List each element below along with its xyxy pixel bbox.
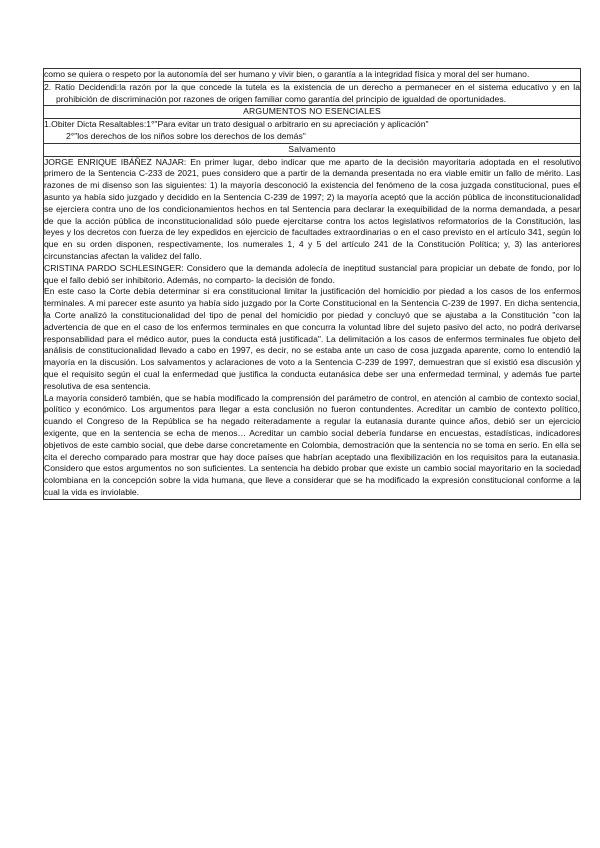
continuation-cell [44, 69, 581, 82]
salvamento-paragraph-cosa-juzgada: En este caso la Corte debía determinar si era constitucional limitar la justificación del homicidio por piedad a los casos de los enfermos terminales. A mi parecer este asunto ya había sido juzgado por la Corte Constitucional en la Sentencia C-239 de 1997. En dicha sentencia, la Corte analizó la constitucionalidad del tipo de penal del homicidio por piedad y concluyó que se ajustaba a la Constitución "con la advertencia de que en el caso de los enfermos terminales en que concurra la voluntad libre del sujeto pasivo del acto, no podrá derivarse responsabilidad para el médico autor, pues la conducta está justificada". La delimitación a los casos de enfermos terminales fue objeto del análisis de constitucionalidad llevado a cabo en 1997, es decir, no se estaba ante un caso de cosa juzgada aparente, como lo entendió la mayoría en la discusión. Los salvamentos y aclaraciones de voto a la Sentencia C-239 de 1997, demuestran que sí existió esa discusión y que el requisito según el cual la enfermedad que justifica la conducta eutanásica debe ser una enfermedad terminal, y además fue parte resolutiva de esa sentencia. [44, 286, 580, 391]
salvamento-paragraph-pardo: CRISTINA PARDO SCHLESINGER: Considero que la demanda adolecía de ineptitud sustancial para propiciar un debate de fondo, por lo que el fallo debió ser inhibitorio. Además, no comparto- la decisión de fondo. [44, 262, 580, 285]
salvamento-paragraph-ibanez: JORGE ENRIQUE IBÁÑEZ NAJAR: En primer lugar, debo indicar que me aparto de la decisión mayoritaria adoptada en el resolutivo primero de la Sentencia C-233 de 2021, pues considero que a partir de la demanda presentada no era viable emitir un fallo de mérito. Las razones de mi disenso son las siguientes: 1) la mayoría desconoció la existencia del fenómeno de la cosa juzgada constitucional, pues el asunto ya había sido juzgado y decidido en la Sentencia C-239 de 1997; 2) la mayoría aceptó que la acción pública de inconstitucionalidad se ejerciera contra uno de los condicionamientos hechos en tal Sentencia para declarar la exequibilidad de la norma demandada, a pesar de que la acción pública de inconstitucionalidad sólo puede ejercitarse contra los actos legislativos reformatorios de la Constitución, las leyes y los decretos con fuerza de ley expedidos en ejercicio de facultades extraordinarias o en el caso previsto en el artículo 341, según lo que en su orden disponen, respectivamente, los numerales 1, 4 y 5 del artículo 241 de la Constitución Política; y, 3) las anteriores circunstancias afectan la validez del fallo. [44, 156, 580, 261]
salvamento-paragraph-parametro-control: La mayoría consideró también, que se había modificado la comprensión del parámetro de control, en atención al cambio de contexto social, político y económico. Los argumentos para llegar a esta conclusión no fueron contundentes. Acreditar un cambio de contexto político, cuando el Congreso de la República se ha negado reiteradamente a regular la eutanasia durante quince años, debió ser un ejercicio exigente, que en la sentencia se echa de menos… Acreditar un cambio social debería fundarse en encuestas, estadísticas, indicadores objetivos de este cambio social, que debe darse concretamente en Colombia, demostración que la sentencia no se toma en serio. En ella se cita el derecho comparado para mostrar que hay doce países que habrían aceptado una flexibilización en los requisitos para la eutanasia. Considero que estos argumentos no son suficientes. La sentencia ha debido probar que existe un cambio social mayoritario en la sociedad colombiana en la concepción sobre la vida humana, que lleve a considerar que se ha modificado la expresión constitucional conforme a la cual la vida es inviolable. [44, 392, 580, 497]
obiter-dicta-cell [44, 119, 581, 144]
non-essential-arguments-heading: ARGUMENTOS NO ESENCIALES [44, 106, 581, 119]
ratio-decidendi-text: 2. Ratio Decidendi:la razón por la que concede la tutela es la existencia de un derecho a permanecer en el sistema educativo y en la prohibición de discriminación por razones de origen familiar como garantía del principio de igualdad de oportunidades. [44, 81, 580, 104]
document-page [43, 68, 581, 500]
table-row [44, 156, 581, 499]
obiter-dicta-line-1: 1.Obiter Dicta Resaltables:1°"Para evitar un trato desigual o arbitrario en su apreciación y aplicación" [44, 119, 429, 130]
ratio-decidendi-cell [44, 81, 581, 106]
table-row [44, 81, 581, 106]
table-row [44, 106, 581, 119]
continuation-text: como se quiera o respeto por la autonomía del ser humano y vivir bien, o garantía a la integridad física y moral del ser humano. [44, 69, 530, 79]
table-row [44, 69, 581, 82]
ruling-table [43, 68, 581, 500]
table-row [44, 119, 581, 144]
obiter-dicta-line-2: 2°"los derechos de los niños sobre los derechos de los demás" [66, 130, 306, 141]
salvamento-cell [44, 156, 581, 499]
table-row [44, 143, 581, 156]
salvamento-heading: Salvamento [44, 143, 581, 156]
